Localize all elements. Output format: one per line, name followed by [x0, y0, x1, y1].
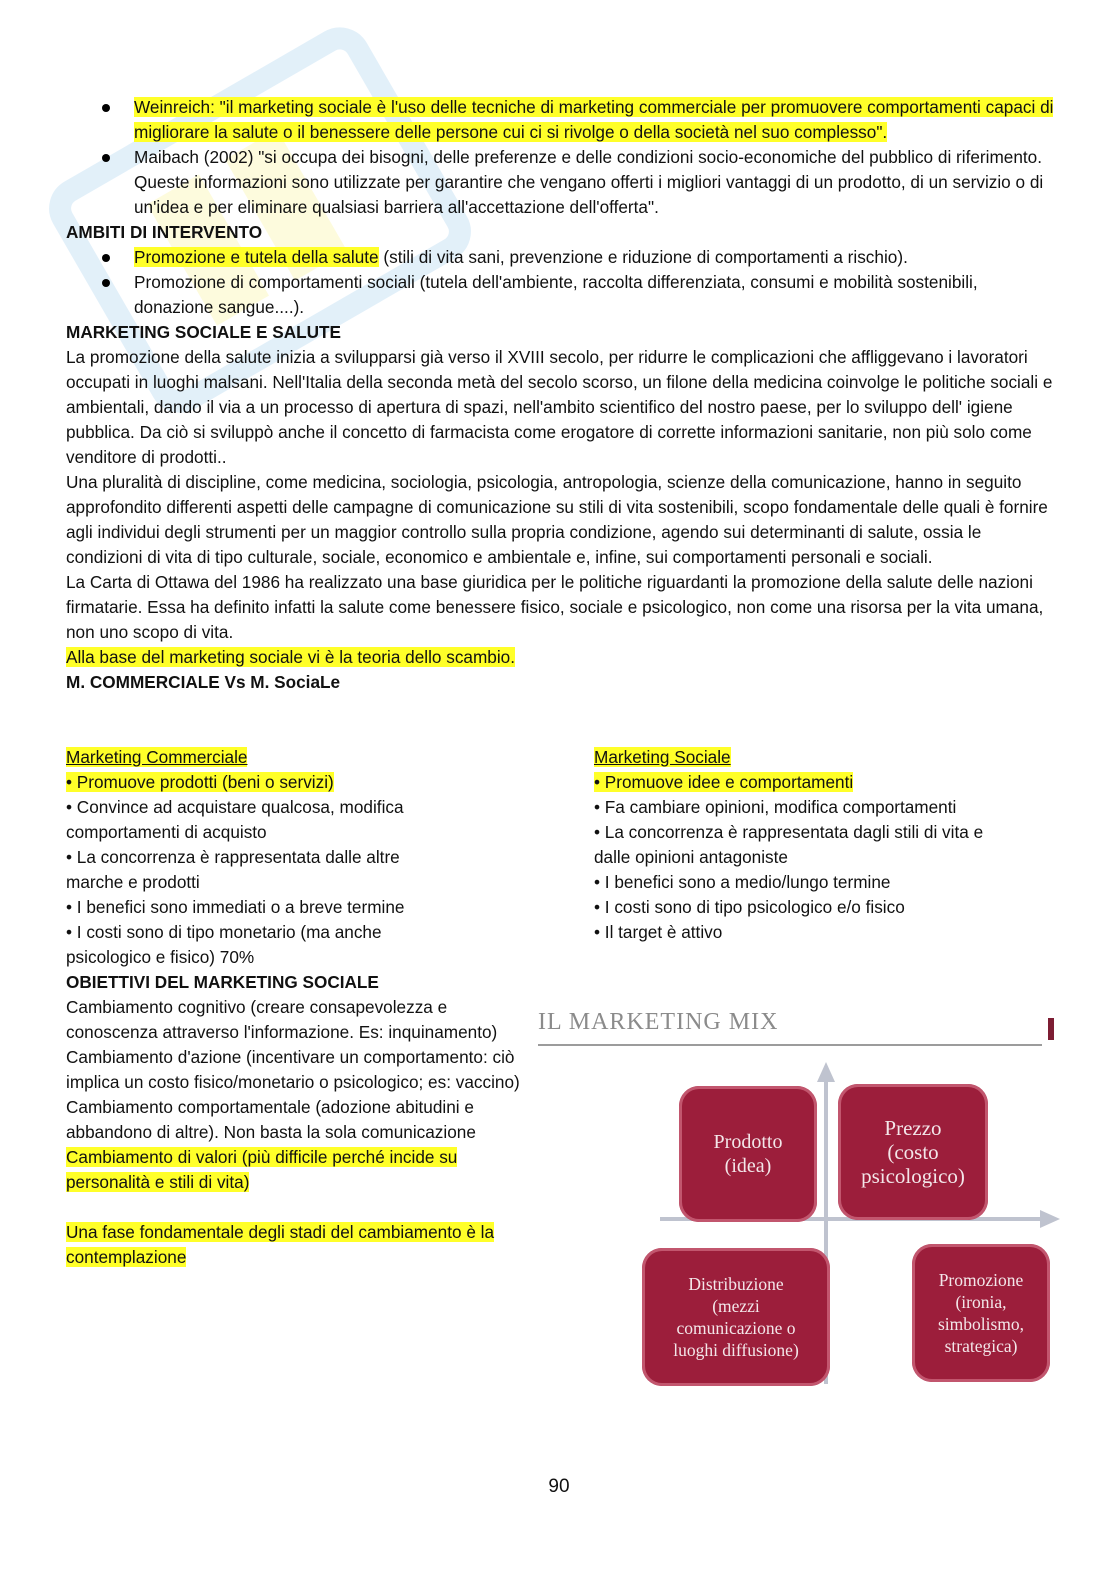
mix-box-distribuzione: Distribuzione (mezzi comunicazione o luoghi diffusione): [642, 1248, 830, 1386]
salute-heading: MARKETING SOCIALE E SALUTE: [66, 322, 342, 342]
sociale-item: • I costi sono di tipo psicologico e/o fisico: [594, 897, 905, 917]
commerciale-column: [66, 745, 536, 970]
mix-box-prezzo: Prezzo (costo psicologico): [838, 1084, 988, 1220]
definition-weinreich: Weinreich: "il marketing sociale è l'uso delle tecniche di marketing commerciale per promuovere comportamenti capaci di migliorare la salute o il benessere delle persone cui ci si rivolge o della società nel suo complesso".: [66, 95, 1061, 145]
commerciale-item: • Convince ad acquistare qualcosa, modifica comportamenti di acquisto: [66, 797, 404, 842]
obiettivi-heading: OBIETTIVI DEL MARKETING SOCIALE: [66, 972, 379, 992]
salute-paragraph-3: La Carta di Ottawa del 1986 ha realizzato una base giuridica per le politiche riguardanti la promozione della salute delle nazioni firmatarie. Essa ha definito infatti la salute come benessere fisico, sociale e psicologico, non come una risorsa per la vita umana, non uno scopo di vita.: [66, 572, 1044, 642]
definitions-list: [66, 95, 1061, 220]
sociale-item: • La concorrenza è rappresentata dagli stili di vita e dalle opinioni antagoniste: [594, 822, 984, 867]
ambiti-item-sociali: Promozione di comportamenti sociali (tutela dell'ambiente, raccolta differenziata, consumi e mobilità sostenibili, donazione sangue....).: [66, 270, 1061, 320]
obiettivi-valori: Cambiamento di valori (più difficile perché incide su personalità e stili di vita): [66, 1147, 458, 1192]
commerciale-item: • I costi sono di tipo monetario (ma anche psicologico e fisico) 70%: [66, 922, 382, 967]
commerciale-item: • I benefici sono immediati o a breve termine: [66, 897, 405, 917]
sociale-item: • I benefici sono a medio/lungo termine: [594, 872, 891, 892]
obiettivi-contemplazione: Una fase fondamentale degli stadi del cambiamento è la contemplazione: [66, 1222, 495, 1267]
obiettivi-section: [66, 970, 526, 1270]
obiettivi-comportamentale: Cambiamento comportamentale (adozione abitudini e abbandono di altre). Non basta la sola comunicazione: [66, 1097, 476, 1142]
mix-box-promozione: Promozione (ironia, simbolismo, strategica): [912, 1244, 1050, 1382]
comparison-heading: M. COMMERCIALE Vs M. SociaLe: [66, 672, 341, 692]
brand-logo-icon: [1048, 1018, 1054, 1040]
sociale-item: • Il target è attivo: [594, 922, 723, 942]
sociale-column: [594, 745, 1064, 945]
marketing-mix-figure: [532, 1004, 1060, 1394]
ambiti-item-salute: Promozione e tutela della salute (stili di vita sani, prevenzione e riduzione di comportamenti a rischio).: [66, 245, 1061, 270]
title-rule: [538, 1044, 1042, 1046]
ambiti-list: [66, 245, 1061, 320]
commerciale-item: • La concorrenza è rappresentata dalle altre marche e prodotti: [66, 847, 400, 892]
sociale-item: • Fa cambiare opinioni, modifica comportamenti: [594, 797, 957, 817]
salute-paragraph-2: Una pluralità di discipline, come medicina, sociologia, psicologia, antropologia, scienze della comunicazione, hanno in seguito approfondito differenti aspetti delle campagne di comunicazione su stili di vita sostenibili, scopo fondamentale delle quali è fornire agli individui degli strumenti per un maggior controllo sulla propria condizione, agendo sui determinanti di salute, ossia le condizioni di vita di tipo culturale, sociale, economico e ambientale e, infine, sui comportamenti personali e sociali.: [66, 472, 1048, 567]
salute-paragraph-4: Alla base del marketing sociale vi è la teoria dello scambio.: [66, 647, 516, 667]
marketing-mix-title: IL MARKETING MIX: [538, 1009, 779, 1035]
obiettivi-cognitivo: Cambiamento cognitivo (creare consapevolezza e conoscenza attraverso l'informazione. Es: inquinamento): [66, 997, 498, 1042]
spacer: [66, 1195, 526, 1220]
mix-box-prodotto: Prodotto (idea): [679, 1086, 817, 1222]
obiettivi-azione: Cambiamento d'azione (incentivare un comportamento: ciò implica un costo fisico/monetario o psicologico; es: vaccino): [66, 1047, 520, 1092]
arrow-right-icon: [1040, 1210, 1060, 1228]
sociale-first: • Promuove idee e comportamenti: [594, 772, 854, 792]
salute-paragraph-1: La promozione della salute inizia a svilupparsi già verso il XVIII secolo, per ridurre le complicazioni che affliggevano i lavoratori occupati in luoghi malsani. Nell'Italia della seconda metà del secolo scorso, un filone della medicina coinvolge le politiche sociali e ambientali, dando il via a un processo di apertura di spazi, nell'ambito scientifico del nostro paese, per lo sviluppo dell' igiene pubblica. Da ciò si sviluppò anche il concetto di farmacista come erogatore di corrette informazioni sanitarie, non più solo come venditore di prodotti..: [66, 347, 1053, 467]
ambiti-heading: AMBITI DI INTERVENTO: [66, 222, 263, 242]
commerciale-first: • Promuove prodotti (beni o servizi): [66, 772, 334, 792]
arrow-up-icon: [817, 1062, 835, 1082]
definition-maibach: Maibach (2002) "si occupa dei bisogni, delle preferenze e delle condizioni socio-economiche del pubblico di riferimento. Queste informazioni sono utilizzate per garantire che vengano offerti i migliori vantaggi di un prodotto, di un servizio o di un'idea e per eliminare qualsiasi barriera all'accettazione dell'offerta".: [66, 145, 1061, 220]
definitions-section: [66, 95, 1061, 695]
commerciale-title: Marketing Commerciale: [66, 747, 248, 767]
page-number: 90: [548, 1476, 570, 1497]
sociale-title: Marketing Sociale: [594, 747, 731, 767]
